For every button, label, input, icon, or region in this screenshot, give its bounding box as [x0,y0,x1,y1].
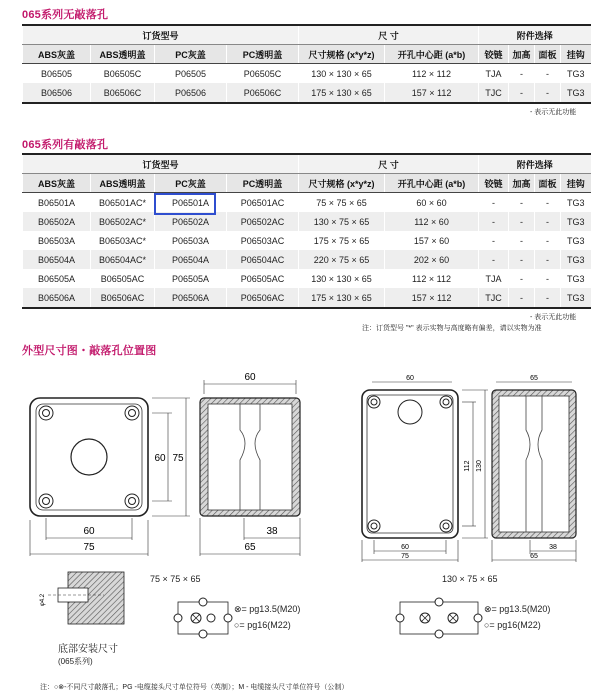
table-cell: P06503AC [227,231,299,250]
spec-table-with-knockout [22,153,591,309]
section2-footnote: 注：订货型号 "*" 表示实物与高度略有偏差，请以实物为准 [362,325,542,332]
knockout-layout-large [396,598,482,638]
table-cell: B06502AC* [91,212,155,231]
table-cell: 157 × 112 [385,83,479,103]
table-cell: TG3 [561,83,591,103]
section1-title: 065系列无敲落孔 [22,9,109,21]
highlight-box [154,193,216,215]
small-box-side-view [200,372,300,556]
group-header-size: 尺 寸 [299,154,479,174]
table-row [23,250,591,269]
table-cell: P06501AC [227,193,299,213]
spec-table-no-knockout [22,24,591,104]
dim-large-side-top: 65 [530,375,538,382]
table-cell: TG3 [561,288,591,308]
table-cell: - [509,64,535,84]
section2-title: 065系列有敲落孔 [22,139,109,151]
table-cell: P06503A [155,231,227,250]
column-header: 尺寸规格 (x*y*z) [299,174,385,193]
table-cell: P06506AC [227,288,299,308]
table-cell: TG3 [561,193,591,213]
table-cell: TJC [479,288,509,308]
table-cell: TJA [479,269,509,288]
table-cell: TG3 [561,64,591,84]
table-cell: P06505A [155,269,227,288]
dim-large-side-depth: 38 [549,544,557,551]
table-cell: P06502A [155,212,227,231]
table-row [23,231,591,250]
table-cell: B06505A [23,269,91,288]
dim-small-side-top: 60 [244,372,256,383]
group-header-order: 订货型号 [23,25,299,45]
group-header-accessory: 附件选择 [479,25,591,45]
section3-title: 外型尺寸图・敲落孔位置图 [22,345,157,357]
column-header: ABS灰盖 [23,174,91,193]
caption-large: 130 × 75 × 65 [442,574,498,584]
table-cell: P06505 [155,64,227,84]
table-cell: - [535,212,561,231]
mount-label: 底部安装尺寸 [58,644,118,655]
table-cell: - [479,193,509,213]
small-box-front-view [30,398,190,556]
table-cell: - [509,212,535,231]
table-cell: B06504AC* [91,250,155,269]
table-cell: - [535,193,561,213]
table-cell: B06502A [23,212,91,231]
large-box-side-view [492,375,576,562]
column-header: 挂钩 [561,174,591,193]
group-header-size: 尺 寸 [299,25,479,45]
table-cell: P06506A [155,288,227,308]
dimension-drawings [0,360,602,680]
table-cell: B06505C [91,64,155,84]
column-header: PC灰盖 [155,174,227,193]
table-cell: P06506 [155,83,227,103]
table-cell: TJC [479,83,509,103]
table-cell: - [479,231,509,250]
table-cell: B06503AC* [91,231,155,250]
column-header: 尺寸规格 (x*y*z) [299,45,385,64]
table-cell: - [535,250,561,269]
table-cell: 112 × 60 [385,212,479,231]
footnote: 注：○⊗-不同尺寸敲落孔；PG -电缆接头尺寸单位符号（英制）；M - 电缆接头尺寸单位符号（公制） [40,684,349,691]
table-cell: TG3 [561,250,591,269]
table-cell: 157 × 60 [385,231,479,250]
column-header: PC透明盖 [227,174,299,193]
dim-small-w-outer: 75 [83,542,95,553]
table-cell: B06505AC [91,269,155,288]
mount-detail-drawing [40,572,124,624]
dim-large-bottom-inner: 60 [401,544,409,551]
column-header: 开孔中心距 (a*b) [385,174,479,193]
table-cell: 175 × 130 × 65 [299,83,385,103]
table-cell: - [509,269,535,288]
table-cell: - [509,83,535,103]
table-cell: 112 × 112 [385,269,479,288]
table-cell: - [535,269,561,288]
table-cell: - [535,231,561,250]
table-cell: B06506A [23,288,91,308]
dim-small-side-depth: 38 [266,526,278,537]
table-row [23,83,591,103]
column-header: 开孔中心距 (a*b) [385,45,479,64]
column-header: 铰链 [479,174,509,193]
table-cell: - [509,231,535,250]
column-header: ABS灰盖 [23,45,91,64]
group-header-accessory: 附件选择 [479,154,591,174]
table-cell: B06506 [23,83,91,103]
table-cell: P06501A [155,193,227,213]
knockout-layout-small [174,598,232,638]
table-cell: P06506C [227,83,299,103]
dim-mount: φ4.2 [40,593,46,607]
table-cell: 175 × 130 × 65 [299,288,385,308]
table-cell: P06505C [227,64,299,84]
legend-pg16-small: ○= pg16(M22) [234,620,291,630]
table-cell: 60 × 60 [385,193,479,213]
table-cell: B06501A [23,193,91,213]
table-cell: TJA [479,64,509,84]
table-cell: TG3 [561,269,591,288]
dim-small-w-inner: 60 [83,526,95,537]
table-cell: 130 × 130 × 65 [299,64,385,84]
table-cell: - [535,83,561,103]
table-cell: 112 × 112 [385,64,479,84]
column-header: PC透明盖 [227,45,299,64]
table-cell: B06505 [23,64,91,84]
table-cell: - [535,64,561,84]
table-cell: B06506AC [91,288,155,308]
dim-large-h-outer: 130 [476,460,483,472]
column-header: 面板 [535,174,561,193]
section1-note: - 表示无此功能 [530,109,577,116]
table-row [23,288,591,308]
table-row [23,64,591,84]
column-header-row [23,45,591,64]
table-cell: B06506C [91,83,155,103]
column-header: 铰链 [479,45,509,64]
column-header: ABS透明盖 [91,174,155,193]
table-cell: B06501AC* [91,193,155,213]
mount-series: (065系列) [58,657,93,666]
table-cell: TG3 [561,212,591,231]
section2-note: - 表示无此功能 [530,314,577,321]
table-cell: B06504A [23,250,91,269]
dim-small-h-inner: 60 [154,453,166,464]
table-cell: P06504AC [227,250,299,269]
table-cell: - [535,288,561,308]
legend-pg16-large: ○= pg16(M22) [484,620,541,630]
column-header: 加高 [509,174,535,193]
caption-small: 75 × 75 × 65 [150,574,201,584]
table-cell: P06505AC [227,269,299,288]
table-cell: TG3 [561,231,591,250]
dim-large-side-w: 65 [530,553,538,560]
table-cell: 175 × 75 × 65 [299,231,385,250]
table-cell: - [479,250,509,269]
table-row [23,269,591,288]
legend-pg135-large: ⊗= pg13.5(M20) [484,604,551,614]
table-cell: 202 × 60 [385,250,479,269]
table-row [23,212,591,231]
dim-small-side-w: 65 [244,542,256,553]
table-cell: 157 × 112 [385,288,479,308]
table-cell: 75 × 75 × 65 [299,193,385,213]
table-cell: - [479,212,509,231]
table-cell: 130 × 75 × 65 [299,212,385,231]
table-cell: B06503A [23,231,91,250]
column-header: ABS透明盖 [91,45,155,64]
column-header: 面板 [535,45,561,64]
dim-large-h-inner: 112 [464,460,471,472]
dim-large-bottom-outer: 75 [401,553,409,560]
dim-large-top: 60 [406,375,414,382]
legend-pg135-small: ⊗= pg13.5(M20) [234,604,301,614]
table-cell: 220 × 75 × 65 [299,250,385,269]
column-header-row [23,174,591,193]
table-cell: - [509,250,535,269]
table-cell: P06504A [155,250,227,269]
table-cell: - [509,288,535,308]
dim-small-h-outer: 75 [172,453,184,464]
table-cell: P06502AC [227,212,299,231]
column-header: PC灰盖 [155,45,227,64]
table-cell: 130 × 130 × 65 [299,269,385,288]
group-header-order: 订货型号 [23,154,299,174]
large-box-front-view [362,375,488,562]
table-row [23,193,591,213]
table-cell: - [509,193,535,213]
column-header: 加高 [509,45,535,64]
column-header: 挂钩 [561,45,591,64]
